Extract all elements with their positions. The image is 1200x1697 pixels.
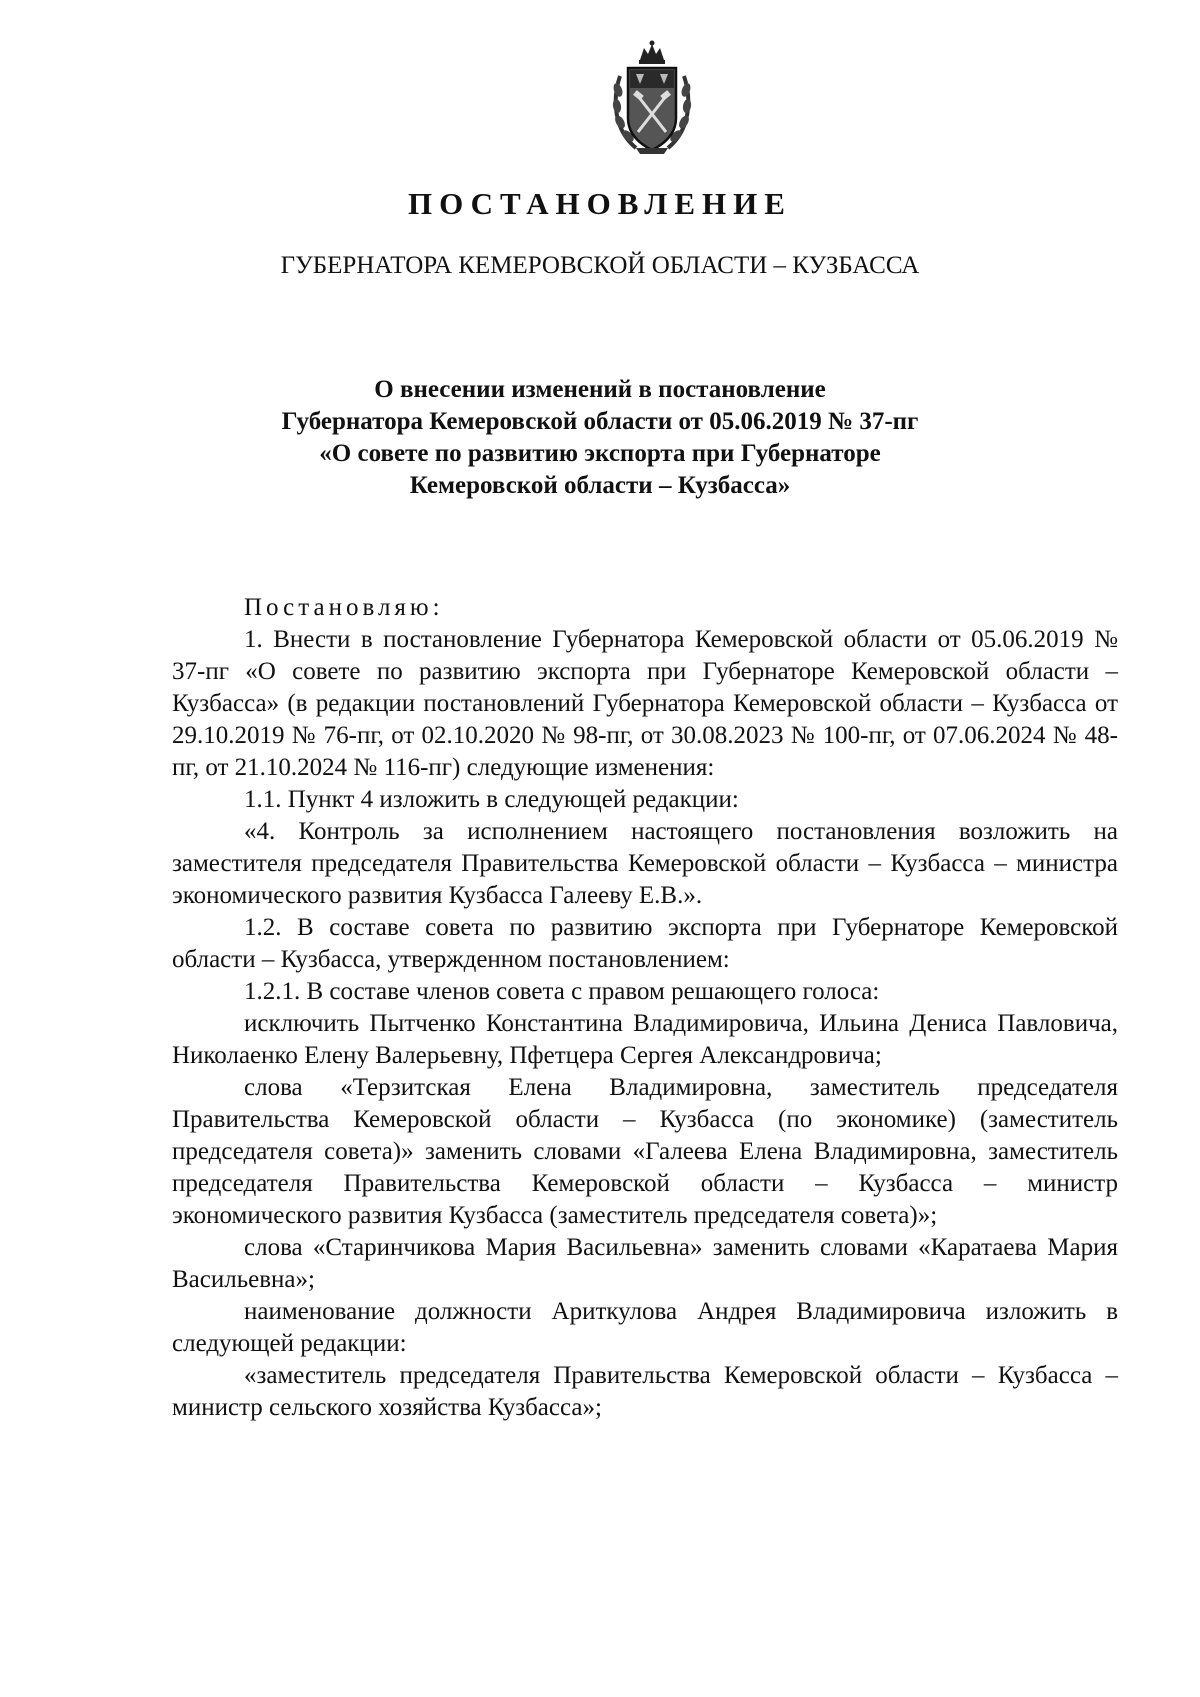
heading-line: О внесении изменений в постановление [374,376,826,403]
document-authority: ГУБЕРНАТОРА КЕМЕРОВСКОЙ ОБЛАСТИ – КУЗБАССА [280,252,920,279]
document-title: ПОСТАНОВЛЕНИЕ [408,186,792,221]
paragraph-quote-4: «4. Контроль за исполнением настоящего постановления возложить на заместителя председателя Правительства Кемеровской области – Кузбасса – министра экономического развития Кузбасса Галееву Е.В.». [172,818,1118,909]
paragraph-position-text: «заместитель председателя Правительства Кемеровской области – Кузбасса – министр сельского хозяйства Кузбасса»; [172,1362,1118,1421]
paragraph-position-aritkulov: наименование должности Ариткулова Андрея Владимировича изложить в следующей редакции: [172,1298,1118,1357]
paragraph-replace-terzitskaya: слова «Терзитская Елена Владимировна, заместитель председателя Правительства Кемеровской области – Кузбасса (по экономике) (заместитель председателя совета)» заменить словами «Галеева Елена Владимировна, заместитель председателя Правительства Кемеровской области – Кузбасса – министр экономического развития Кузбасса (заместитель председателя совета)»; [172,1074,1118,1229]
document-body [172,592,1118,1424]
paragraph-1-1: 1.1. Пункт 4 изложить в следующей редакции: [244,786,739,813]
document-heading [0,374,1200,502]
coat-of-arms-icon [606,40,698,158]
paragraph-1-2-1: 1.2.1. В составе членов совета с правом решающего голоса: [244,978,880,1005]
heading-line: Губернатора Кемеровской области от 05.06.2019 № 37-пг [281,408,919,435]
paragraph-replace-starinchikova: слова «Старинчикова Мария Васильевна» заменить словами «Каратаева Мария Васильевна»; [172,1234,1118,1293]
paragraph-1-2: 1.2. В составе совета по развитию экспорта при Губернаторе Кемеровской области – Кузбасса, утвержденном постановлением: [172,914,1118,973]
paragraph-exclude: исключить Пытченко Константина Владимировича, Ильина Дениса Павловича, Николаенко Елену Валерьевну, Пфетцера Сергея Александровича; [172,1010,1118,1069]
heading-line: Кемеровской области – Кузбасса» [409,472,791,499]
decree-word: Постановляю: [244,594,444,621]
heading-line: «О совете по развитию экспорта при Губернаторе [319,440,881,467]
paragraph-1: 1. Внести в постановление Губернатора Кемеровской области от 05.06.2019 № 37-пг «О совете по развитию экспорта при Губернаторе Кемеровской области – Кузбасса» (в редакции постановлений Губернатора Кемеровской области – Кузбасса от 29.10.2019 № 76-пг, от 02.10.2020 № 98-пг, от 30.08.2023 № 100-пг, от 07.06.2024 № 48-пг, от 21.10.2024 № 116-пг) следующие изменения: [172,626,1118,781]
